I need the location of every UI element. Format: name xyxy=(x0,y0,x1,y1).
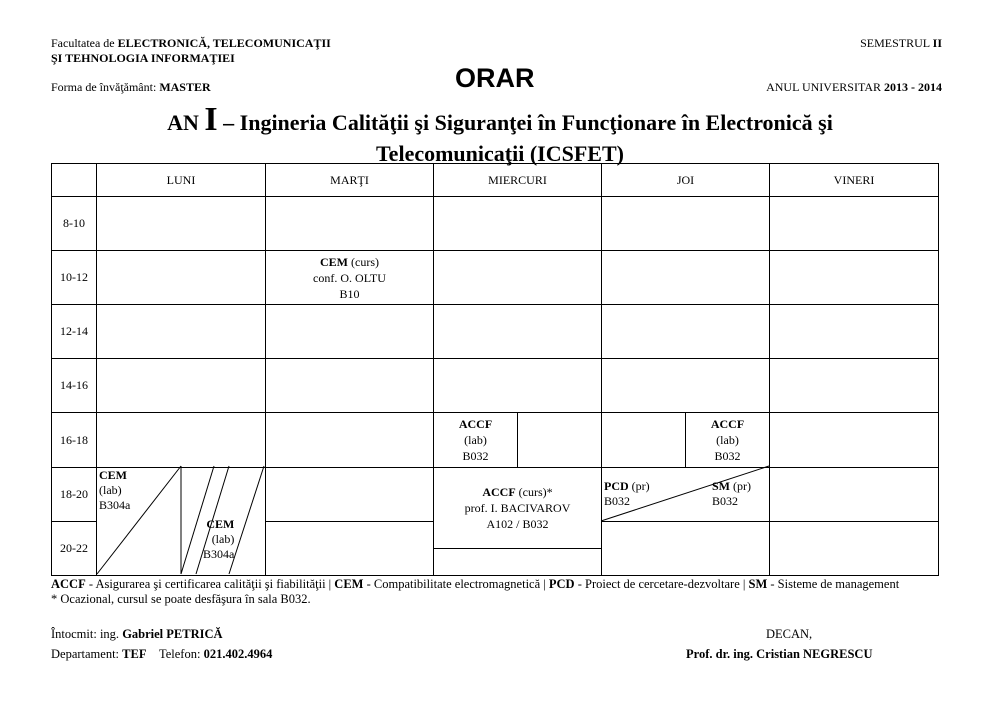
schedule-cell xyxy=(434,359,602,413)
schedule-cell xyxy=(97,359,266,413)
joi-pcd: PCD (pr) B032 xyxy=(604,479,650,508)
schedule-table xyxy=(51,163,939,576)
semester: SEMESTRUL II xyxy=(860,36,942,50)
schedule-cell xyxy=(266,359,434,413)
dean-title: DECAN, xyxy=(766,627,813,641)
day-header: MIERCURI xyxy=(434,164,602,197)
schedule-cell xyxy=(602,197,770,251)
corner-cell xyxy=(52,164,97,197)
schedule-cell xyxy=(266,413,434,468)
schedule-cell xyxy=(266,305,434,359)
sub-cell xyxy=(518,413,602,467)
sub-cell: ACCF (lab) B032 xyxy=(434,413,518,467)
faculty-name: Facultatea de ELECTRONICĂ, TELECOMUNICAŢII ŞI TEHNOLOGIA INFORMAŢIEI xyxy=(51,36,331,65)
schedule-cell xyxy=(770,305,939,359)
schedule-cell xyxy=(434,305,602,359)
dean-name: Prof. dr. ing. Cristian NEGRESCU xyxy=(686,647,873,661)
time-slot: 20-22 xyxy=(52,522,97,576)
schedule-cell xyxy=(602,522,770,576)
schedule-cell xyxy=(770,522,939,576)
legend-note: * Ocazional, cursul se poate desfăşura în sala B032. xyxy=(51,592,311,606)
class-entry: CEM (curs) conf. O. OLTU B10 xyxy=(266,251,434,305)
luni-lab-1: CEM (lab) B304a xyxy=(99,468,131,512)
table-row xyxy=(52,197,939,251)
schedule-cell xyxy=(770,251,939,305)
time-slot: 12-14 xyxy=(52,305,97,359)
table-header-row xyxy=(52,164,939,197)
schedule-cell xyxy=(266,197,434,251)
day-header: MARŢI xyxy=(266,164,434,197)
table-row xyxy=(52,251,939,305)
class-entry xyxy=(434,413,602,468)
schedule-cell xyxy=(602,251,770,305)
forma-invatamant: Forma de învăţământ: MASTER xyxy=(51,80,211,94)
schedule-cell xyxy=(97,413,266,468)
schedule-cell xyxy=(434,197,602,251)
day-header: LUNI xyxy=(97,164,266,197)
table-row xyxy=(52,359,939,413)
joi-sm: SM (pr) B032 xyxy=(712,479,751,508)
table-row xyxy=(52,305,939,359)
page-title: ORAR xyxy=(455,63,535,93)
department: Departament: TEF Telefon: 021.402.4964 xyxy=(51,647,273,661)
table-row xyxy=(52,468,939,522)
schedule-cell xyxy=(602,305,770,359)
day-header: JOI xyxy=(602,164,770,197)
program-title: AN I – Ingineria Calităţii şi Siguranţei în Funcţionare în Electronică şi Telecomunicaţii (ICSFET) xyxy=(167,101,833,166)
table-row xyxy=(52,413,939,468)
legend: ACCF - Asigurarea şi certificarea calităţii şi fiabilităţii | CEM - Compatibilitate electromagnetică | PCD - Proiect de cercetare-dezvoltare | SM - Sisteme de management * Ocazional, cursul se poate desfăşura în sala B032. xyxy=(51,577,900,606)
time-slot: 18-20 xyxy=(52,468,97,522)
schedule-cell xyxy=(266,522,434,576)
time-slot: 8-10 xyxy=(52,197,97,251)
schedule-cell xyxy=(97,251,266,305)
schedule-cell xyxy=(602,359,770,413)
schedule-cell xyxy=(266,468,434,522)
academic-year: ANUL UNIVERSITAR 2013 - 2014 xyxy=(766,80,942,94)
schedule-cell xyxy=(97,197,266,251)
class-entry: ACCF (curs)* prof. I. BACIVAROV A102 / B032 xyxy=(434,468,602,576)
schedule-cell xyxy=(97,305,266,359)
schedule-cell xyxy=(770,197,939,251)
schedule-cell xyxy=(434,251,602,305)
time-slot: 10-12 xyxy=(52,251,97,305)
day-header: VINERI xyxy=(770,164,939,197)
luni-lab-2: CEM (lab) B304a xyxy=(203,517,235,561)
class-entry xyxy=(602,413,770,468)
schedule-cell xyxy=(770,413,939,468)
time-slot: 16-18 xyxy=(52,413,97,468)
prepared-by: Întocmit: ing. Gabriel PETRICĂ xyxy=(51,627,223,641)
schedule-cell xyxy=(770,468,939,522)
schedule-cell xyxy=(770,359,939,413)
sub-cell xyxy=(602,413,686,467)
time-slot: 14-16 xyxy=(52,359,97,413)
sub-cell: ACCF (lab) B032 xyxy=(710,417,745,463)
